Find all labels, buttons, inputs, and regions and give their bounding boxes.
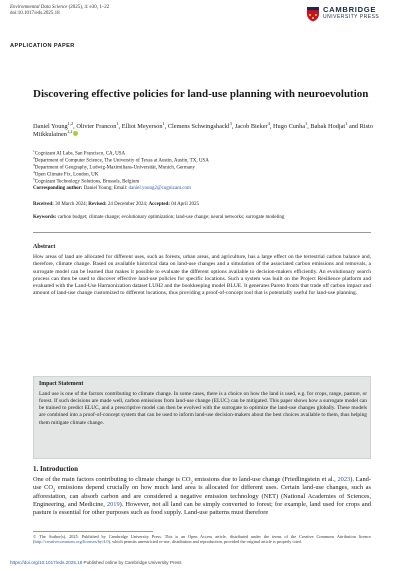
author-name[interactable]: Jacob Bieker xyxy=(234,123,268,130)
affiliation-item: $^1$Cognizant AI Labs, San Francisco, CA, USA xyxy=(33,149,126,157)
author-affiliation-ref: 4 xyxy=(267,120,270,126)
author-name[interactable]: Hugo Cunha xyxy=(273,123,306,130)
author-affiliation-ref: 1,2 xyxy=(67,120,74,126)
author-name[interactable]: Clemens Schwingshackl xyxy=(167,123,230,130)
license-footnote: © The Author(s), 2025. Published by Cambridge University Press. This is an Open Access article, distributed under the terms of the Creative Commons Attribution licence (http://creativecommons.org/licenses/by/4.0), which permits unrestricted re-use, distribution and reproduction, provided the original article is properly cited. xyxy=(33,534,371,545)
page-footer: https://doi.org/10.1017/eds.2025.18 Published online by Cambridge University Press xyxy=(10,560,182,565)
author-separator: , xyxy=(269,123,273,130)
corresponding-author: Corresponding author: Daniel Young; Email: daniel.young2@cognizant.com xyxy=(33,185,191,191)
author-affiliation-ref: 1 xyxy=(116,120,119,126)
author-separator: , xyxy=(118,123,122,130)
introduction-heading: 1. Introduction xyxy=(33,465,78,473)
license-link[interactable]: http://creativecommons.org/licenses/by/4.0 xyxy=(34,539,109,545)
introduction-text: One of the main factors contributing to climate change is $CO_2$ emissions due to land-use change (Friedlingstein et al., 2023). Land-use $CO_2$ emissions depend crucially on how much land area is allocated for different uses. Certain land-use changes, such as afforestation, can absorb carbon and are considered a negative emission technology (NET) (National Academies of Sciences, Engineering, and Medicine, 2019). However, not all land can be simply converted to forest; for example, land used for crops and pasture is essential for other purposes such as food supply. Land-use patterns must therefore xyxy=(33,476,372,517)
affiliation-item: $^3$Department of Geography, Ludwig-Maximilians-Universität, Munich, Germany xyxy=(33,162,195,171)
abstract-heading: Abstract xyxy=(33,244,56,250)
author-affiliation-ref: 1,2 xyxy=(66,128,73,134)
affiliation-item: $^4$Open Climate Fix, London, UK xyxy=(33,169,99,178)
author-name[interactable]: Elliot Meyerson xyxy=(121,123,163,130)
affiliations xyxy=(33,151,373,192)
keywords: Keywords: carbon budget; climate change; evolutionary optimization; land-use change; neural networks; surrogate modeling xyxy=(33,215,285,220)
article-type: APPLICATION PAPER xyxy=(10,43,75,49)
journal-name: Environmental Data Science xyxy=(10,5,68,10)
publisher-name: CAMBRIDGE xyxy=(323,5,377,14)
publisher-logo[interactable] xyxy=(306,5,396,25)
footnote-divider xyxy=(33,531,153,532)
author-name[interactable]: Babak Hodjat xyxy=(310,123,346,130)
journal-citation: (2025), 4: e30, 1–22 xyxy=(68,5,110,10)
author-separator: and xyxy=(347,123,360,130)
cambridge-crest-icon xyxy=(306,6,320,22)
citation-link[interactable]: 2019 xyxy=(106,500,120,508)
divider xyxy=(33,232,371,233)
orcid-icon[interactable] xyxy=(73,131,78,136)
author-list xyxy=(33,120,373,139)
author-affiliation-ref: 1 xyxy=(162,120,165,126)
impact-heading: Impact Statement xyxy=(39,381,84,387)
author-affiliation-ref: 1 xyxy=(305,120,308,126)
journal-header xyxy=(10,5,109,17)
impact-text: Land use is one of the factors contributing to climate change. In some cases, there is a choice on how the land is used, e.g. for crops, range, pasture, or forest. If such decisions are made well, carbon emissions from land-use change (ELUC) can be mitigated. This paper shows how a surrogate model can be trained to predict ELUC, and a prescriptive model can then be evolved with the surrogate to optimize the land-use changes globally. These models are combined into a proof-of-concept system that can be used to inform land-use decision-makers about the best choices available to them, thus helping them mitigate climate change. xyxy=(39,391,367,426)
author-name[interactable]: Risto Miikkulainen xyxy=(33,123,373,138)
publisher-subtitle: UNIVERSITY PRESS xyxy=(323,14,380,20)
author-affiliation-ref: 1 xyxy=(345,120,348,126)
author-name[interactable]: Olivier Francon xyxy=(76,123,117,130)
abstract-text: How areas of land are allocated for different uses, such as forests, urban areas, and agriculture, has a large effect on the terrestrial carbon balance and, therefore, climate change. Based on available historical data on land-use changes and a simulation of the associated carbon emissions and removals, a surrogate model can be learned that makes it possible to evaluate the different options available to decision-makers efficiently. An evolutionary search process can then be used to discover effective land-use policies for specific locations. Such a system was built on the Project Resilience platform and evaluated with the Land-Use Harmonization dataset LUH2 and the bookkeeping model BLUE. It generates Pareto fronts that trade off carbon impact and amount of land-use change customized to different locations, thus providing a proof-of-concept tool that is potentially useful for land-use planning. xyxy=(33,254,371,297)
paper-title: Discovering effective policies for land-use planning with neuroevolution xyxy=(33,88,369,100)
affiliation-item: $^2$Department of Computer Science, The University of Texas at Austin, Austin, TX, USA xyxy=(33,155,209,164)
citation-link[interactable]: 2023 xyxy=(337,476,351,483)
affiliation-item: $^5$Cognizant Technology Solutions, Brussels, Belgium xyxy=(33,176,140,185)
author-separator: , xyxy=(73,123,77,130)
author-affiliation-ref: 3 xyxy=(229,120,232,126)
author-separator: , xyxy=(307,123,311,130)
author-name[interactable]: Daniel Young xyxy=(33,123,68,130)
doi-link[interactable]: https://doi.org/10.1017/eds.2025.18 xyxy=(10,560,83,565)
journal-doi[interactable]: doi:10.1017/eds.2025.18 xyxy=(10,11,60,17)
article-dates: Received: 30 March 2024; Revised: 24 December 2024; Accepted: 04 April 2025 xyxy=(33,202,199,207)
author-separator: , xyxy=(164,123,168,130)
email-link[interactable]: daniel.young2@cognizant.com xyxy=(128,185,191,191)
author-separator: , xyxy=(231,123,235,130)
